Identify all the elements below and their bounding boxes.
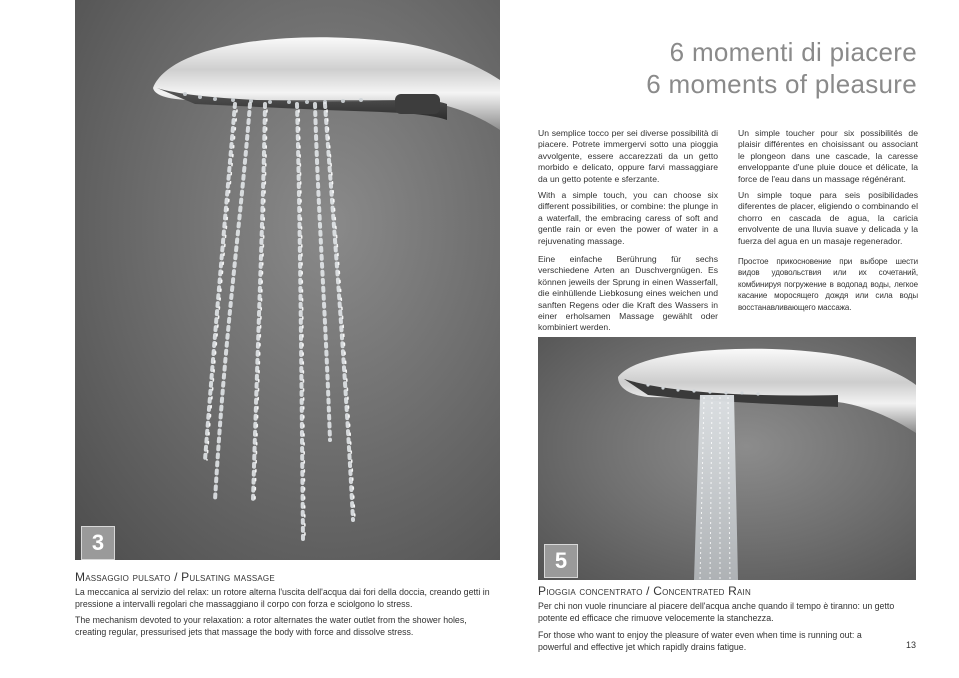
caption-italian-pulsating: La meccanica al servizio del relax: un rotore alterna l'uscita dell'acqua dai fori della doccia, creando getti in pressione a intervalli regolari che massaggiano il corpo con forza e sciolgono lo stress.: [75, 587, 490, 609]
photo-number-badge: 3: [81, 526, 115, 560]
page-number: 13: [905, 640, 916, 650]
intro-italian: Un semplice tocco per sei diverse possibilità di piacere. Potrete immergervi sotto una pioggia avvolgente, essere accarezzati da un getto morbido e delicato, oppure farvi massaggiare da un getto potente e sferzante.: [538, 128, 718, 184]
shower-photo-pulsating: [75, 0, 500, 560]
caption-title-pulsating: Massaggio pulsato / Pulsating massage: [75, 570, 275, 584]
shower-head-illustration: [75, 0, 500, 560]
title-italian: 6 momenti di piacere: [669, 37, 917, 67]
intro-spanish: Un simple toque para seis posibilidades diferentes de placer, eligiendo o combinando el chorro en cascada de agua, la caricia envolvente de una lluvia suave y delicada y la fuerza del agua en un masaje regenerador.: [738, 190, 918, 246]
intro-english: With a simple touch, you can choose six different possibilities, or combine: the plunge in a waterfall, the embracing caress of soft and gentle rain or even the power of water in a rejuvenating massage.: [538, 190, 718, 246]
shower-head-illustration: [538, 337, 916, 580]
shower-photo-concentrated: [538, 337, 916, 580]
intro-french: Un simple toucher pour six possibilités de plaisir différentes en choisissant ou associant le plongeon dans une cascade, la caresse enveloppante d'une pluie douce et délicate, la force de l'eau dans un massage régénérant.: [738, 128, 918, 184]
page-title: [646, 36, 917, 100]
caption-title-concentrated: Pioggia concentrato / Concentrated Rain: [538, 584, 751, 598]
photo-number-badge: 5: [544, 544, 578, 578]
title-english: 6 moments of pleasure: [646, 69, 917, 99]
caption-english-concentrated: For those who want to enjoy the pleasure of water even when time is running out: a powerful and effective jet which rapidly drains fatigue.: [538, 630, 862, 652]
caption-italian-concentrated: Per chi non vuole rinunciare al piacere dell'acqua anche quando il tempo è tiranno: un getto potente ed efficace che rimuove velocemente la stanchezza.: [538, 601, 895, 623]
intro-russian: Простое прикосновение при выборе шести видов удовольствия или их сочетаний, комбинируя погружение в водопад воды, легкое касание моросящего дождя или сила воды восстанавливающего массажа.: [738, 257, 918, 312]
caption-english-pulsating: The mechanism devoted to your relaxation: a rotor alternates the water outlet from the shower holes, creating regular, pressurised jets that massage the body with force and dissolve stress.: [75, 615, 467, 637]
intro-german: Eine einfache Berührung für sechs verschiedene Arten an Duschvergnügen. Es können jeweils der Sprung in einen Wasserfall, die einhüllende Liebkosung eines weichen und sanften Regens oder die Kraft des Wassers in einer erholsamen Massage gewählt oder kombiniert werden.: [538, 254, 718, 333]
